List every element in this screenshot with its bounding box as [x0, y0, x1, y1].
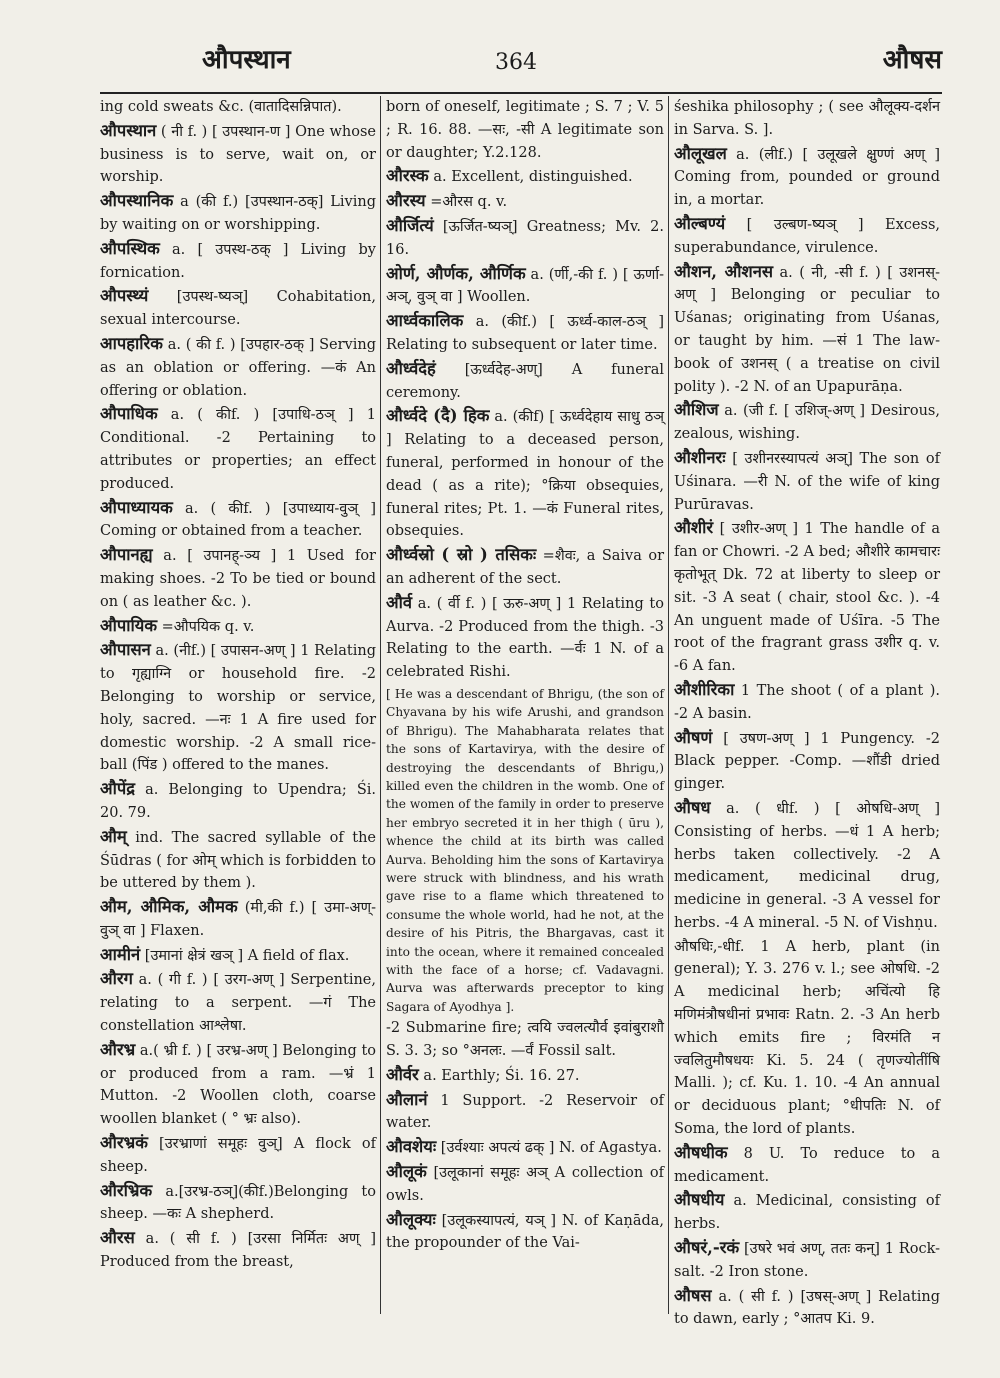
dictionary-entry: [100, 285, 376, 332]
entry-definition: a. ( र्वी f. ) [ ऊरु-अण् ] 1 Relating to Aurva. -2 Produced from the thigh. -3 Relating to the earth. —र्वः 1 N. of a celebrated Rishi.: [386, 595, 664, 681]
entry-headword: औरभ्रिक: [100, 1180, 153, 1200]
entry-definition: a. ( सी f. ) [उषस्-अण् ] Relating to dawn, early ; °आतप Ki. 9.: [674, 1288, 940, 1328]
entry-headword: और्ध्वस्रो ( स्रो ) तसिकः: [386, 545, 537, 565]
dictionary-entry: [100, 403, 376, 495]
entry-headword: औपाध्यायक: [100, 497, 173, 517]
entry-headword: औषधीय: [674, 1190, 725, 1210]
dictionary-entry: [674, 96, 940, 142]
dictionary-entry: [386, 358, 664, 405]
entry-headword: औपस्थिक: [100, 238, 160, 258]
entry-headword: औम, औमिक, औमक: [100, 897, 238, 917]
entry-definition: ing cold sweats &c. (वातादिसन्निपात).: [100, 99, 342, 115]
dictionary-entry: [100, 544, 376, 613]
entry-definition: a. (कीf.) [ ऊर्ध्व-काल-ठञ् ] Relating to subsequent or later time.: [386, 314, 664, 353]
dictionary-entry: [100, 190, 376, 237]
entry-definition: a. ( कीf. ) [उपाध्याय-वुञ् ] Coming or obtained from a teacher.: [100, 500, 376, 540]
entry-headword: औरस्य: [386, 191, 426, 211]
dictionary-entry: [674, 261, 940, 399]
entry-definition: a. [ उपस्थ-ठक् ] Living by fornication.: [100, 241, 376, 281]
dictionary-entry: [100, 1227, 376, 1274]
entry-definition: a. ( गी f. ) [ उरग-अण् ] Serpentine, relating to a serpent. —गं The constellation आश्लेषा.: [100, 972, 376, 1035]
dictionary-entry: [674, 213, 940, 260]
entry-headword: औरभ्रकं: [100, 1133, 148, 1153]
entry-headword: औलानं: [386, 1089, 428, 1109]
dictionary-entry: [100, 333, 376, 402]
entry-headword: औलूक्यः: [386, 1209, 436, 1229]
entry-definition: [ उल्बण-ष्यञ् ] Excess, superabundance, virulence.: [674, 216, 940, 256]
column-2: [386, 96, 664, 1316]
entry-definition: śeshika philosophy ; ( see औलूक्य-दर्शन in Sarva. S. ].: [674, 99, 940, 138]
dictionary-entry: [674, 679, 940, 726]
entry-definition: a. ( सी f. ) [उरसा निर्मितः अण् ] Produced from the breast,: [100, 1231, 376, 1271]
entry-definition: -2 Submarine fire; त्वयि ज्वलत्यौर्व इवांबुराशौ S. 3. 3; so °अनलः. —र्वं Fossil salt.: [386, 1020, 664, 1060]
dictionary-entry: [100, 639, 376, 777]
entry-definition: ( नी f. ) [ उपस्थान-ण ] One whose business is to serve, wait on, or worship.: [100, 123, 376, 186]
entry-headword: और्ध्वदेहं: [386, 358, 436, 378]
entry-headword: औशीरिका: [674, 679, 735, 699]
entry-headword: और्वर: [386, 1064, 419, 1084]
entry-definition: [उरभ्राणां समूहः वुञ्] A flock of sheep.: [100, 1136, 376, 1175]
entry-headword: औपस्थान: [100, 120, 157, 140]
entry-definition: 1 The shoot ( of a plant ). -2 A basin.: [674, 682, 940, 722]
entry-definition: [ उषण-अण् ] 1 Pungency. -2 Black pepper. -Comp. —शौंडी dried ginger.: [674, 730, 940, 793]
page-header: [100, 40, 942, 92]
entry-headword: औपासन: [100, 640, 151, 660]
dictionary-entry: [386, 1064, 664, 1088]
entry-definition: [ऊर्जित-ष्यञ्] Greatness; Mv. 2. 16.: [386, 218, 664, 258]
entry-headword: औशीनरः: [674, 447, 726, 467]
entry-definition: a. Earthly; Śi. 16. 27.: [418, 1067, 580, 1084]
dictionary-entry: [100, 826, 376, 895]
entry-headword: औवशेयः: [386, 1137, 437, 1157]
dictionary-entry: [100, 1132, 376, 1179]
entry-definition: =औपयिक q. v.: [157, 618, 255, 635]
entry-definition: (मी,की f.) [ उमा-अण्-वुञ् वा ] Flaxen.: [100, 900, 376, 939]
dictionary-entry: [386, 685, 664, 1016]
entry-definition: a (की f.) [उपस्थान-ठक्] Living by waiting on or worshipping.: [100, 194, 376, 233]
entry-definition: a. ( कीf. ) [उपाधि-ठञ् ] 1 Conditional. -2 Pertaining to attributes or properties; an effect produced.: [100, 407, 376, 492]
entry-definition: a. (र्णी,-की f. ) [ ऊर्णा-अञ्, वुञ् वा ] Woollen.: [386, 266, 664, 306]
dictionary-entry: [100, 778, 376, 825]
column-3: [674, 96, 940, 1328]
entry-definition: a.[उरभ्र-ठञ्](कीf.)Belonging to sheep. —कः A shepherd.: [100, 1183, 376, 1223]
entry-headword: औशन, औशनस: [674, 261, 774, 281]
dictionary-entry: [386, 190, 664, 214]
entry-headword: औषरं,-रकं: [674, 1238, 740, 1258]
entry-definition: 1 Support. -2 Reservoir of water.: [386, 1092, 664, 1132]
entry-headword: आर्ध्वकालिक: [386, 311, 464, 331]
dictionary-entry: [100, 896, 376, 943]
entry-headword: औपेंद्र: [100, 779, 136, 799]
entry-headword: औलूकं: [386, 1162, 427, 1182]
dictionary-entry: [100, 238, 376, 285]
dictionary-entry: [386, 1017, 664, 1063]
entry-headword: औरस्क: [386, 166, 429, 186]
entry-definition: [उलूकानां समूहः अञ् A collection of owls.: [386, 1165, 664, 1204]
entry-headword: औम्: [100, 826, 127, 846]
column-1: [100, 96, 376, 1316]
entry-headword: औल्बण्यं: [674, 213, 726, 233]
entry-definition: ind. The sacred syllable of the Śūdras ( for ओम् which is forbidden to be uttered by them ).: [100, 829, 376, 892]
dictionary-entry: [674, 1285, 940, 1332]
dictionary-entry: [100, 1180, 376, 1227]
entry-definition: a. ( की f. ) [उपहार-ठक् ] Serving as an oblation or offering. —कं An offering or oblation.: [100, 336, 376, 399]
dictionary-entry: [674, 447, 940, 516]
entry-headword: औशीरं: [674, 518, 714, 538]
dictionary-entry: [386, 215, 664, 262]
dictionary-entry: [674, 797, 940, 935]
page-number: 364: [495, 50, 537, 75]
dictionary-entry: [674, 936, 940, 1141]
entry-definition: a. (नीf.) [ उपासन-अण् ] 1 Relating to गृह्याग्नि or household fire. -2 Belonging to worship or service, holy, sacred. —नः 1 A fire used for domestic worship. -2 A small rice-ball (पिंड ) offered to the manes.: [100, 643, 376, 774]
entry-definition: [ऊर्ध्वदेह-अण्] A funeral ceremony.: [386, 361, 664, 401]
dictionary-entry: [100, 944, 376, 968]
entry-definition: =औरस q. v.: [425, 194, 508, 211]
entry-definition: [उषरे भवं अण्, ततः कन्] 1 Rock-salt. -2 Iron stone.: [674, 1241, 940, 1280]
entry-definition: a. Medicinal, consisting of herbs.: [674, 1193, 940, 1233]
dictionary-entry: [674, 517, 940, 678]
entry-headword: ओर्ण, और्णक, और्णिक: [386, 263, 526, 283]
entry-definition: a. ( नी, -सी f. ) [ उशनस्-अण् ] Belonging or peculiar to Uśanas; originating from Uśanas, or taught by him. —सं 1 The law-book of उशनस् ( a treatise on civil polity ). -2 N. of an Upapurāṇa.: [674, 264, 940, 395]
dictionary-entry: [386, 1089, 664, 1136]
entry-headword: औपस्थानिक: [100, 191, 174, 211]
dictionary-entry: [674, 1189, 940, 1236]
right-running-headword: औषस: [882, 45, 942, 75]
dictionary-entry: [674, 143, 940, 212]
dictionary-entry: [386, 592, 664, 684]
entry-definition: 8 U. To reduce to a medicament.: [674, 1145, 940, 1185]
dictionary-entry: [100, 615, 376, 639]
entry-headword: और्जित्यं: [386, 215, 434, 235]
entry-headword: औरग: [100, 969, 133, 989]
entry-headword: आमीनं: [100, 944, 141, 964]
dictionary-entry: [100, 96, 376, 119]
entry-headword: औपस्थ्यं: [100, 286, 149, 306]
entry-definition: [उलूकस्यापत्यं, यञ् ] N. of Kaṇāda, the propounder of the Vai-: [386, 1212, 664, 1252]
dictionary-entry: [386, 544, 664, 591]
entry-headword: औपाधिक: [100, 404, 158, 424]
entry-definition: a. (लीf.) [ उलूखले क्षुण्णं अण् ] Coming from, pounded or ground in, a mortar.: [674, 146, 940, 209]
dictionary-entry: [100, 120, 376, 189]
entry-definition: औषधिः,-धीf. 1 A herb, plant (in general); Y. 3. 276 v. l.; see ओषधि. -2 A medicinal herb; अचिंत्यो हि मणिमंत्रौषधीनां प्रभावः Ratn. 2. -3 An herb which emits fire ; विरमंति न ज्वलितुमौषधयः Ki. 5. 24 ( तृणज्योतींषि Malli. ); cf. Ku. 1. 10. -4 An annual or deciduous plant; °धीपतिः N. of Soma, the lord of plants.: [674, 938, 940, 1138]
dictionary-entry: [100, 968, 376, 1037]
dictionary-entry: [674, 1237, 940, 1284]
entry-definition: a. ( धीf. ) [ ओषधि-अण् ] Consisting of herbs. —धं 1 A herb; herbs taken collectively. -2 A medicament, medicinal drug, medicine in general. -3 A vessel for herbs. -4 A mineral. -5 N. of Vishṇu.: [674, 800, 940, 931]
entry-definition: [ उशीनरस्यापत्यं अञ्] The son of Uśinara. —री N. of the wife of king Purūravas.: [674, 450, 940, 513]
dictionary-entry: [386, 96, 664, 164]
entry-definition: [उर्वश्याः अपत्यं ढक् ] N. of Agastya.: [436, 1140, 662, 1157]
entry-headword: औषणं: [674, 727, 713, 747]
entry-definition: a. Excellent, distinguished.: [428, 169, 633, 186]
entry-headword: औपायिक: [100, 615, 158, 635]
entry-headword: और्व: [386, 592, 413, 612]
dictionary-entry: [386, 165, 664, 189]
entry-definition: a. [ उपानह्-ञ्य ] 1 Used for making shoes. -2 To be tied or bound on ( as leather &c. ).: [100, 548, 376, 610]
header-rule: [100, 92, 942, 94]
entry-definition: a. (जी f. [ उशिज्-अण् ] Desirous, zealous, wishing.: [674, 403, 940, 443]
entry-definition: a. Belonging to Upendra; Śi. 20. 79.: [100, 782, 376, 821]
dictionary-entry: [100, 1039, 376, 1131]
entry-headword: औलूखल: [674, 143, 727, 163]
entry-headword: औपानह्य: [100, 545, 153, 565]
entry-definition: a.( भ्री f. ) [ उरभ्र-अण् ] Belonging to or produced from a ram. —भ्रं 1 Mutton. -2 Woollen cloth, coarse woollen blanket ( ° भ्रः also).: [100, 1042, 376, 1128]
column-divider: [668, 96, 669, 1314]
entry-headword: औषध: [674, 797, 711, 817]
entry-headword: औरस: [100, 1228, 135, 1248]
entry-headword: औषधीक: [674, 1142, 728, 1162]
dictionary-entry: [674, 399, 940, 446]
dictionary-entry: [386, 263, 664, 310]
entry-headword: औशिज: [674, 400, 719, 420]
entry-definition: a. (कीf) [ ऊर्ध्वदेहाय साधु ठञ् ] Relating to a deceased person, funeral, performed in honour of the dead ( as a rite); °क्रिया obsequies, funeral rites; Pt. 1. —कं Funeral rites, obsequies.: [386, 409, 665, 540]
entry-headword: और्ध्वदे (दै) हिक: [386, 406, 490, 426]
entry-definition: [उमानां क्षेत्रं खञ् ] A field of flax.: [140, 947, 350, 964]
left-running-headword: औपस्थान: [202, 45, 291, 75]
column-divider: [380, 96, 381, 1314]
dictionary-entry: [674, 727, 940, 796]
dictionary-entry: [674, 1142, 940, 1189]
dictionary-entry: [386, 405, 664, 543]
entry-definition: born of oneself, legitimate ; S. 7 ; V. 5 ; R. 16. 88. —सः, -सी A legitimate son or daughter; Y.2.128.: [386, 99, 664, 161]
dictionary-entry: [100, 497, 376, 544]
dictionary-entry: [386, 1209, 664, 1256]
dictionary-entry: [386, 1136, 664, 1160]
dictionary-entry: [386, 310, 664, 357]
entry-definition: [ उशीर-अण् ] 1 The handle of a fan or Chowri. -2 A bed; औशीरे कामचारः कृतोभूत् Dk. 72 at liberty to sleep or sit. -3 A seat ( chair, stool &c. ). -4 An unguent made of Uśīra. -5 The root of the fragrant grass उशीर q. v. -6 A fan.: [674, 521, 940, 675]
entry-headword: औरभ्र: [100, 1039, 136, 1059]
entry-definition: [उपस्थ-ष्यञ्] Cohabitation, sexual intercourse.: [100, 289, 376, 329]
entry-headword: औषस: [674, 1285, 712, 1305]
dictionary-entry: [386, 1161, 664, 1208]
entry-definition: [ He was a descendant of Bhrigu, (the son of Chyavana by his wife Arushi, and grandson of Bhrigu). The Mahabharata relates that the sons of Kartavirya, with the desire of destroying the descendants of Bhrigu,) killed even the children in the womb. One of the women of the family in order to preserve her embryo secreted it in her thigh ( ūru ), whence the child at its birth was called Aurva. Beholding him the sons of Kartavirya were struck with blindness, and his wrath gave rise to a flame which threatened to consume the whole world, had he not, at the desire of his Pitris, the Bhargavas, cast it into the ocean, where it remained concealed with the face of a horse; cf. Vadavagni. Aurva was afterwards preceptor to king Sagara of Ayodhya ].: [386, 686, 664, 1014]
entry-definition: =शैवः, a Saiva or an adherent of the sect.: [386, 548, 664, 587]
entry-headword: आपहारिक: [100, 333, 163, 353]
